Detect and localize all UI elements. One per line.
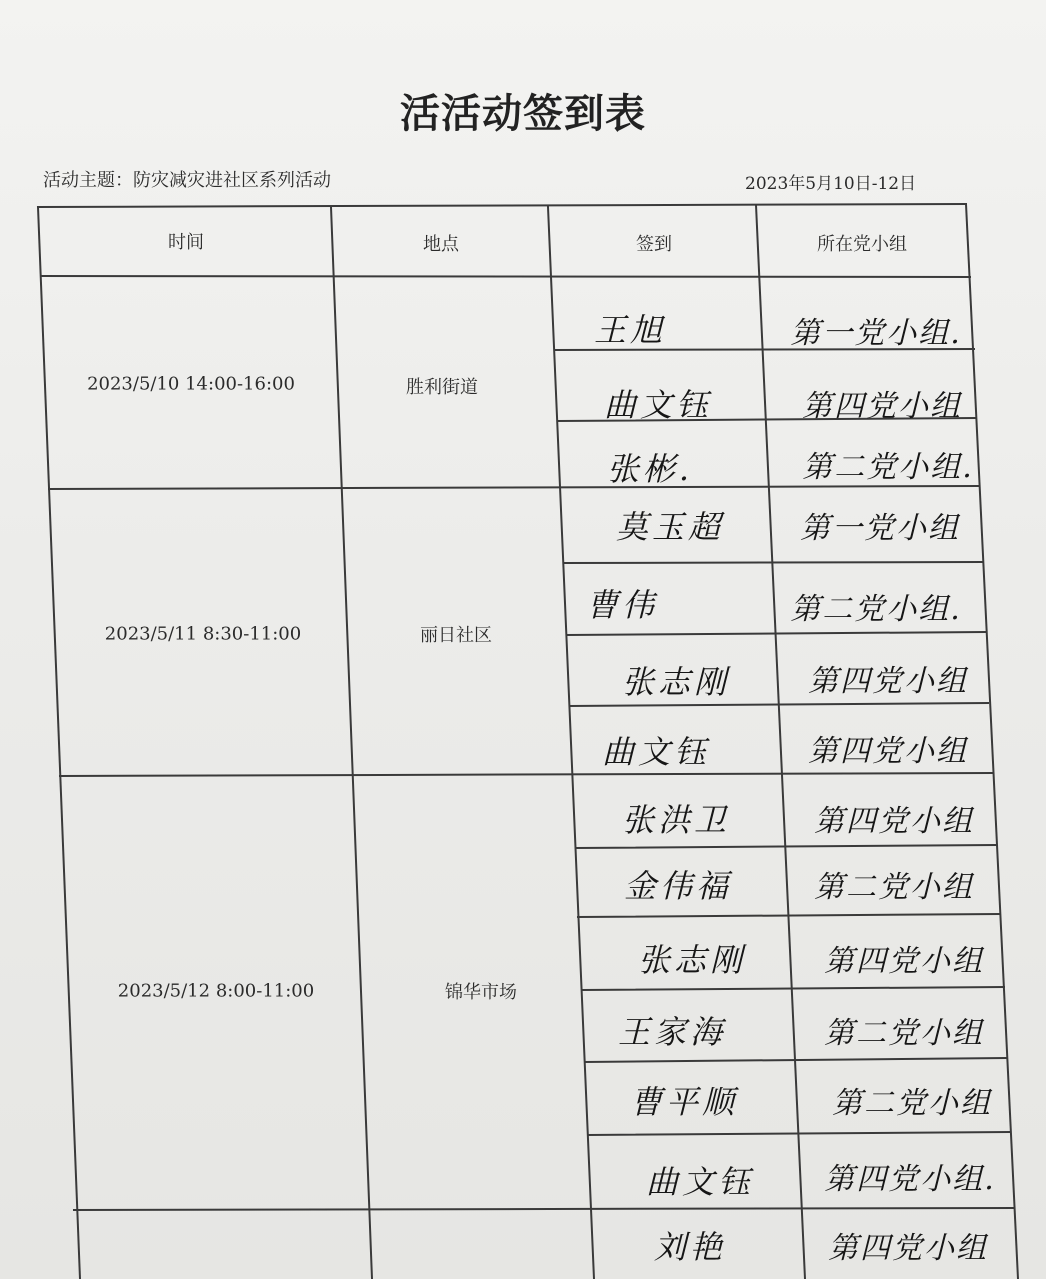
signature-group: 第四党小组 bbox=[808, 734, 968, 769]
session-1-time: 2023/5/10 14:00-16:00 bbox=[87, 373, 295, 395]
signature-group: 第四党小组 bbox=[824, 944, 984, 979]
signature-name: 刘艳 bbox=[653, 1228, 727, 1266]
signature-name: 王旭 bbox=[593, 311, 667, 349]
session-3-time: 2023/5/12 8:00-11:00 bbox=[117, 980, 315, 1002]
signature-group: 第一党小组. bbox=[790, 316, 962, 351]
signature-name: 曹伟 bbox=[585, 586, 659, 624]
signature-name: 王家海 bbox=[617, 1013, 727, 1051]
signature-name: 曲文钰 bbox=[601, 733, 711, 771]
signature-group: 第二党小组 bbox=[824, 1016, 984, 1051]
signature-name: 张志刚 bbox=[637, 941, 747, 979]
signature-group: 第二党小组 bbox=[814, 870, 974, 905]
signature-group: 第二党小组 bbox=[832, 1086, 992, 1121]
document-title: 活活动签到表 bbox=[400, 90, 646, 137]
signature-name: 曲文钰 bbox=[645, 1163, 755, 1201]
signature-name: 曹平顺 bbox=[629, 1083, 739, 1121]
signature-group: 第四党小组 bbox=[802, 389, 962, 424]
signature-name: 曲文钰 bbox=[603, 386, 713, 424]
session-1-place: 胜利街道 bbox=[406, 377, 478, 398]
signature-name: 金伟福 bbox=[623, 867, 733, 905]
activity-theme: 活动主题：防灾减灾进社区系列活动 bbox=[43, 170, 331, 191]
header-party-group: 所在党小组 bbox=[817, 234, 907, 255]
signature-group: 第一党小组 bbox=[800, 511, 960, 546]
signature-name: 莫玉超 bbox=[615, 508, 725, 546]
header-sign: 签到 bbox=[636, 234, 672, 255]
signature-group: 第四党小组 bbox=[808, 664, 968, 699]
signature-group: 第四党小组. bbox=[824, 1162, 996, 1197]
signature-group: 第四党小组 bbox=[814, 804, 974, 839]
signature-name: 张洪卫 bbox=[621, 801, 731, 839]
header-time: 时间 bbox=[168, 232, 204, 253]
signature-group: 第四党小组 bbox=[828, 1231, 988, 1266]
session-2-time: 2023/5/11 8:30-11:00 bbox=[104, 623, 302, 645]
header-place: 地点 bbox=[423, 234, 459, 255]
signature-name: 张志刚 bbox=[621, 663, 731, 701]
signature-group: 第二党小组. bbox=[802, 450, 974, 485]
signature-group: 第二党小组. bbox=[790, 592, 962, 627]
signature-name: 张彬. bbox=[606, 450, 694, 488]
session-2-place: 丽日社区 bbox=[420, 625, 492, 646]
activity-date-range: 2023年5月10日-12日 bbox=[745, 174, 917, 194]
session-3-place: 锦华市场 bbox=[445, 982, 517, 1003]
